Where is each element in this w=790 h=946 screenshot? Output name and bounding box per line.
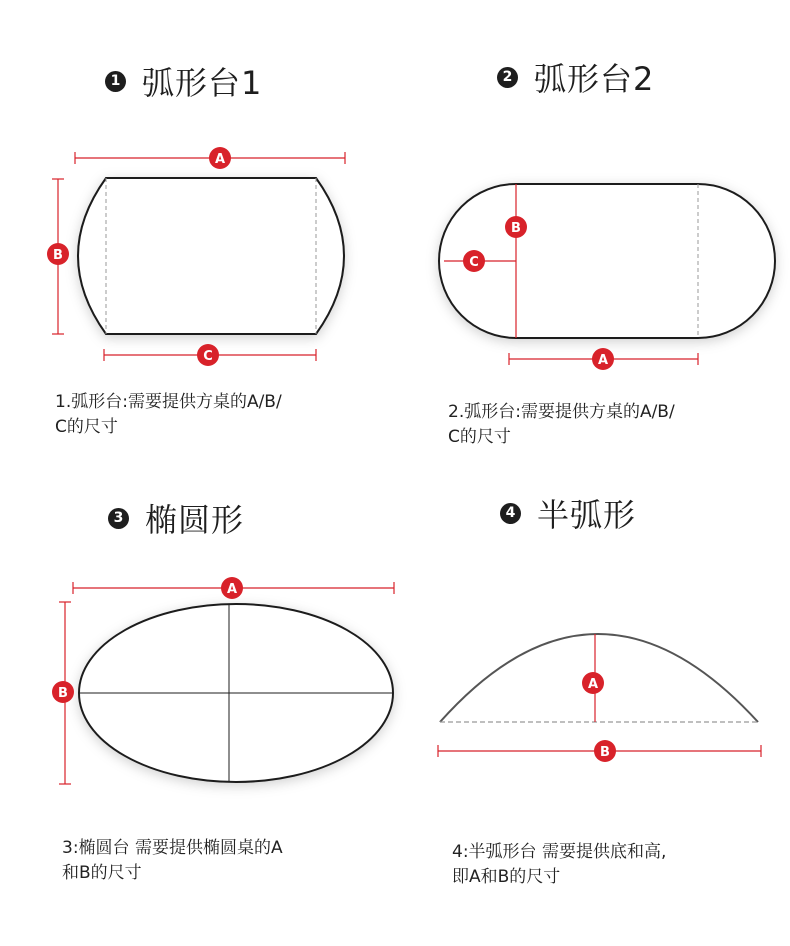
panel-1-title-text: 弧形台1: [142, 64, 263, 102]
label-c-badge: [197, 344, 219, 366]
panel-2-title-text: 弧形台2: [534, 60, 655, 98]
label-b-text: B: [511, 221, 521, 236]
label-a-text: A: [226, 582, 238, 597]
arc-table-1-shape: [78, 178, 344, 334]
panel-1-description-line2: C的尺寸: [55, 417, 118, 437]
label-b-badge: [52, 681, 74, 703]
label-b-text: B: [58, 686, 68, 701]
label-b-text: B: [600, 745, 610, 760]
label-c-text: C: [469, 255, 479, 270]
label-b-text: B: [53, 248, 63, 263]
label-a-text: A: [587, 677, 599, 692]
panel-2-description-line1: 2.弧形台:需要提供方桌的A/B/: [448, 402, 675, 422]
panel-4-title-text: 半弧形: [537, 496, 637, 534]
label-c-badge: [463, 250, 485, 272]
number-1-badge: 1: [105, 71, 126, 92]
label-a-badge: [209, 147, 231, 169]
diagram-4: [438, 634, 761, 762]
label-a-badge: [221, 577, 243, 599]
label-b-badge: [505, 216, 527, 238]
diagram-1: [47, 147, 345, 366]
label-a-badge: [592, 348, 614, 370]
label-a-text: A: [597, 353, 609, 368]
label-c-text: C: [203, 349, 213, 364]
label-a-text: A: [214, 152, 226, 167]
diagram-3: [52, 577, 394, 784]
panel-3-description-line2: 和B的尺寸: [62, 863, 142, 883]
panel-4-description-line2: 即A和B的尺寸: [452, 867, 561, 887]
label-b-badge: [47, 243, 69, 265]
panel-1-description-line1: 1.弧形台:需要提供方桌的A/B/: [55, 392, 282, 412]
panel-2-description-line2: C的尺寸: [448, 427, 511, 447]
panel-3-description-line1: 3:椭圆台 需要提供椭圆桌的A: [62, 838, 283, 858]
number-4-badge: 4: [500, 503, 521, 524]
number-2-badge: 2: [497, 67, 518, 88]
number-3-badge: 3: [108, 508, 129, 529]
diagram-2: [439, 184, 775, 370]
label-b-badge: [594, 740, 616, 762]
panel-4-description-line1: 4:半弧形台 需要提供底和高,: [452, 842, 667, 862]
panel-3-title-text: 椭圆形: [145, 501, 245, 539]
label-a-badge: [582, 672, 604, 694]
